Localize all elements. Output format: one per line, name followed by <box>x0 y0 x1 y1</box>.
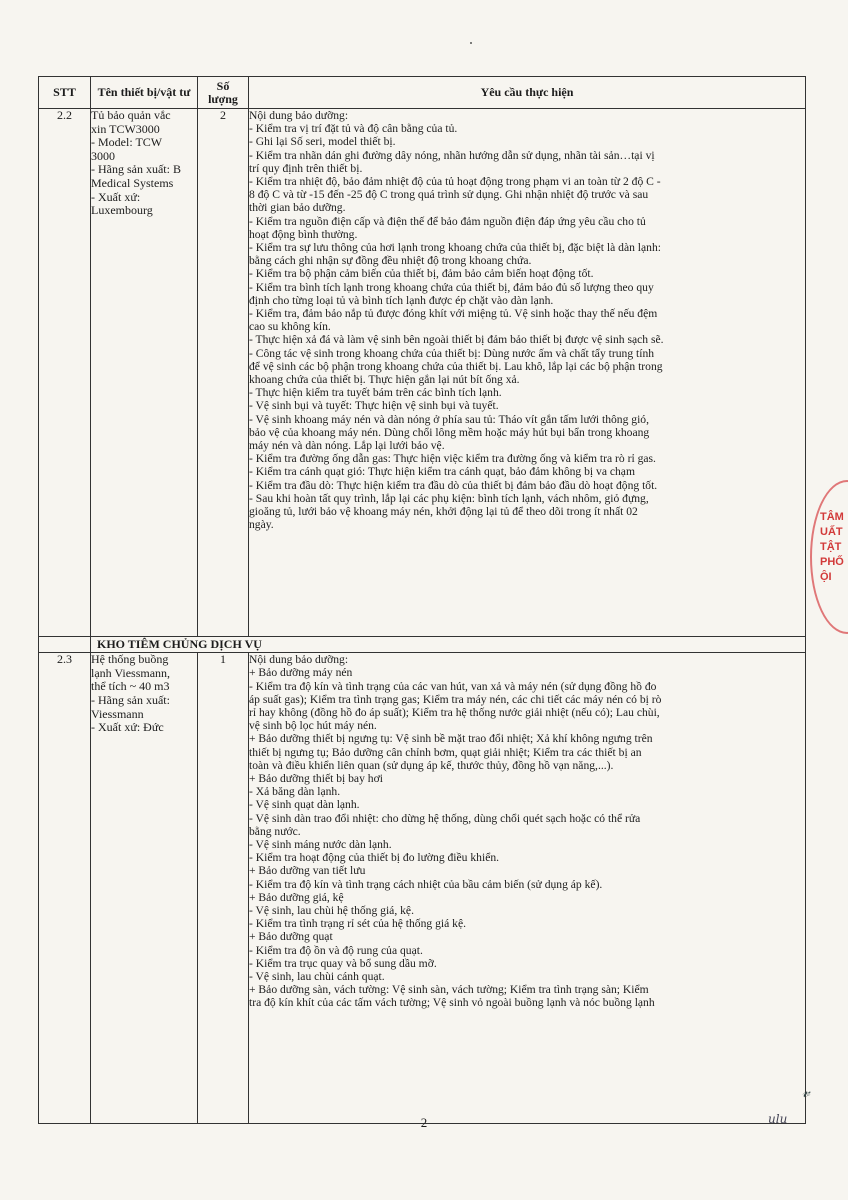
requirement-line: toàn và điều khiển liên quan (sử dụng áp kế, thước thủy, đồng hồ vạn năng,...). <box>249 758 614 772</box>
requirement-line: - Kiểm tra nguồn điện cấp và điện thế để bảo đảm nguồn điện đáp ứng yêu cầu cho tủ <box>249 214 646 228</box>
requirement-line: trí quy định trên thiết bị. <box>249 161 363 175</box>
requirement-line: bằng nước. <box>249 824 301 838</box>
requirement-line: - Vệ sinh máng nước dàn lạnh. <box>249 838 392 852</box>
requirement-line: + Bảo dưỡng giá, kệ <box>249 890 344 904</box>
requirement-line: bằng cách ghi nhận sự đồng đều nhiệt độ trong khoang chứa. <box>249 254 532 268</box>
table-header-row <box>39 77 806 109</box>
stamp-text: ỘI <box>820 571 832 583</box>
header-qty-line2: lượng <box>208 91 238 106</box>
device-name-line: Hệ thống buồng <box>91 652 169 667</box>
requirement-line: - Vệ sinh, lau chùi hệ thống giá, kệ. <box>249 904 414 918</box>
row-name <box>91 653 198 1124</box>
row-stt: 2.3 <box>39 653 91 1124</box>
requirement-line: khoang chứa của thiết bị. Thực hiện gắn lại nút bít ống xả. <box>249 373 520 387</box>
requirement-line: 8 độ C và từ -15 đến -25 độ C trong quá trình sử dụng. Ghi nhận nhiệt độ trước và sau <box>249 188 649 202</box>
requirement-line: - Vệ sinh quạt dàn lạnh. <box>249 798 360 812</box>
requirement-line: - Vệ sinh dàn trao đổi nhiệt: cho dừng hệ thống, dùng chổi quét sạch hoặc có thể rửa <box>249 811 641 825</box>
device-name-line: Luxembourg <box>91 203 153 218</box>
requirement-line: cao su không kín. <box>249 320 331 334</box>
page-number: 2 <box>420 1115 428 1130</box>
row-name <box>91 109 198 637</box>
device-name-line: - Model: TCW <box>91 135 163 150</box>
requirement-line: + Bảo dưỡng quạt <box>249 930 333 944</box>
device-name-line: xin TCW3000 <box>91 121 160 136</box>
stamp-text: TẬT <box>820 541 842 553</box>
requirement-line: ngày. <box>249 518 274 532</box>
header-qty <box>198 77 249 109</box>
requirement-line: - Kiểm tra độ kín và tình trạng cách nhiệt của bầu cảm biến (sử dụng áp kế). <box>249 877 603 891</box>
row-stt: 2.2 <box>39 109 91 637</box>
section-blank <box>39 637 91 653</box>
requirement-line: vệ sinh bộ lọc hút máy nén. <box>249 719 377 733</box>
requirement-line: + Bảo dưỡng thiết bị bay hơi <box>249 772 383 786</box>
requirement-line: - Kiểm tra cánh quạt gió: Thực hiện kiểm tra cánh quạt, bảo đảm không bị va chạm <box>249 465 635 479</box>
device-name-line: Medical Systems <box>91 175 174 190</box>
stamp-text: UẤT <box>820 526 843 538</box>
table-row <box>39 653 806 1124</box>
maintenance-table <box>38 76 806 1124</box>
requirement-line: - Kiểm tra nhãn dán ghi đường dây nóng, nhãn hướng dẫn sử dụng, nhãn tài sản…tại vị <box>249 148 655 162</box>
header-stt: STT <box>39 77 91 109</box>
row-requirements <box>249 653 806 1124</box>
row-requirements <box>249 109 806 637</box>
requirement-line: áp suất gas); Kiểm tra tình trạng gas; Kiểm tra máy nén, các chi tiết các máy nén có bị rò <box>249 692 662 706</box>
requirement-line: - Kiểm tra tình trạng rỉ sét của hệ thống giá kệ. <box>249 917 466 931</box>
requirement-line: - Thực hiện xả đá và làm vệ sinh bên ngoài thiết bị đảm bảo thiết bị được vệ sinh sạch sẽ. <box>249 333 664 347</box>
header-name: Tên thiết bị/vật tư <box>91 77 198 109</box>
red-seal-stamp <box>806 480 848 630</box>
requirement-line: - Vệ sinh, lau chùi cánh quạt. <box>249 970 385 984</box>
device-name-line: - Xuất xứ: Đức <box>91 720 164 735</box>
device-name-line: 3000 <box>91 148 115 163</box>
device-name-line: thể tích ~ 40 m3 <box>91 679 170 694</box>
scan-speck <box>470 42 472 44</box>
requirement-line: hoạt động bình thường. <box>249 227 358 241</box>
requirement-line: - Kiểm tra, đảm bảo nắp tủ được đóng khít với miệng tủ. Vệ sinh hoặc thay thế nếu đệm <box>249 307 658 321</box>
requirement-line: gioăng tủ, lưới bảo vệ khoang máy nén, khởi động lại tủ để theo dõi trong ít nhất 02 <box>249 505 638 519</box>
requirement-line: - Sau khi hoàn tất quy trình, lắp lại các phụ kiện: bình tích lạnh, vách nhôm, giỏ đựng, <box>249 491 649 505</box>
requirement-line: - Ghi lại Số seri, model thiết bị. <box>249 135 396 149</box>
requirement-line: + Bảo dưỡng thiết bị ngưng tụ: Vệ sinh bề mặt trao đổi nhiệt; Xả khí không ngưng trên <box>249 732 653 746</box>
requirement-line: + Bảo dưỡng van tiết lưu <box>249 864 366 878</box>
requirement-line: Nội dung bảo dưỡng: <box>249 109 349 122</box>
requirement-line: - Kiểm tra sự lưu thông của hơi lạnh trong khoang chứa của thiết bị, đặc biệt là dàn lạnh: <box>249 241 661 255</box>
requirement-line: - Công tác vệ sinh trong khoang chứa của thiết bị: Dùng nước ấm và chất tẩy trung tính <box>249 346 655 360</box>
section-title: KHO TIÊM CHỦNG DỊCH VỤ <box>91 637 806 653</box>
header-req: Yêu cầu thực hiện <box>249 77 806 109</box>
requirement-line: - Kiểm tra độ ồn và độ rung của quạt. <box>249 943 423 957</box>
device-name-line: Tủ bảo quản vắc <box>91 108 171 122</box>
table-row <box>39 109 806 637</box>
requirement-line: - Kiểm tra bộ phận cảm biến của thiết bị, đảm bảo cảm biến hoạt động tốt. <box>249 267 594 281</box>
requirement-line: - Kiểm tra đầu dò: Thực hiện kiểm tra đầu dò của thiết bị đảm bảo đầu dò hoạt động tốt. <box>249 478 658 492</box>
requirement-line: - Vệ sinh bụi và tuyết: Thực hiện vệ sinh bụi và tuyết. <box>249 399 499 413</box>
row-qty: 1 <box>198 653 249 1124</box>
requirement-line: rỉ hay không (đồng hồ đo áp suất); Kiểm tra hệ thống nước giải nhiệt (nếu có); Lau chùi, <box>249 706 660 720</box>
requirement-line: + Bảo dưỡng sàn, vách tường: Vệ sinh sàn, vách tường; Kiểm tra tình trạng sàn; Kiểm <box>249 983 649 997</box>
requirement-line: tra độ kín khít của các tấm vách tường; Vệ sinh vỏ ngoài buồng lạnh và nóc buồng lạnh <box>249 996 655 1010</box>
requirement-line: - Kiểm tra độ kín và tình trạng của các van hút, van xả và máy nén (sử dụng đồng hồ đo <box>249 679 657 693</box>
requirement-line: - Kiểm tra hoạt động của thiết bị đo lường điều khiển. <box>249 851 500 865</box>
device-name-line: Viessmann <box>91 706 144 721</box>
requirement-line: bảo vệ của khoang máy nén. Dùng chổi lông mềm hoặc máy hút bụi bẩn trong khoang <box>249 425 650 439</box>
requirement-line: - Xả băng dàn lạnh. <box>249 785 341 799</box>
requirement-line: thiết bị ngưng tụ; Bảo dưỡng cân chỉnh bơm, quạt giải nhiệt; Kiểm tra các thiết bị an <box>249 745 642 759</box>
requirement-line: - Kiểm tra đường ống dẫn gas: Thực hiện việc kiểm tra đường ống và kiểm tra rò rỉ gas. <box>249 452 656 466</box>
section-row <box>39 637 806 653</box>
requirement-line: thời gian bảo dưỡng. <box>249 201 346 215</box>
handwritten-mark: ulu <box>768 1112 788 1126</box>
requirement-line: - Vệ sinh khoang máy nén và dàn nóng ở phía sau tủ: Tháo vít gắn tấm lưới thông gió, <box>249 412 650 426</box>
device-name-line: - Xuất xứ: <box>91 189 141 204</box>
device-name-line: lạnh Viessmann, <box>91 665 171 680</box>
initials-signature: 𝓋 <box>802 1082 810 1101</box>
device-name-line: - Hãng sản xuất: <box>91 692 170 707</box>
requirement-line: - Thực hiện kiểm tra tuyết bám trên các bình tích lạnh. <box>249 386 502 400</box>
requirement-line: để vệ sinh các bộ phận trong khoang chứa của thiết bị. Lau khô, lắp lại các bộ phận trong <box>249 359 663 373</box>
requirement-line: - Kiểm tra trục quay và bổ sung dầu mỡ. <box>249 956 437 970</box>
device-name-line: - Hãng sản xuất: B <box>91 162 181 177</box>
header-qty-line1: Số <box>216 78 230 93</box>
stamp-text: PHỐ <box>820 556 844 568</box>
row-qty: 2 <box>198 109 249 637</box>
requirement-line: máy nén và dàn nóng. Lắp lại lưới bảo vệ. <box>249 439 445 453</box>
requirement-line: - Kiểm tra nhiệt độ, bảo đảm nhiệt độ của tủ hoạt động trong phạm vi an toàn từ 2 độ C - <box>249 175 661 189</box>
requirement-line: + Bảo dưỡng máy nén <box>249 666 353 680</box>
requirement-line: - Kiểm tra vị trí đặt tủ và độ cân bằng của tủ. <box>249 122 458 136</box>
requirement-line: định cho từng loại tủ và bình tích lạnh được ép chặt vào dàn lạnh. <box>249 293 554 307</box>
requirement-line: Nội dung bảo dưỡng: <box>249 653 349 667</box>
stamp-text: TÂM <box>820 511 844 523</box>
requirement-line: - Kiểm tra bình tích lạnh trong khoang chứa của thiết bị, đảm bảo đủ số lượng theo quy <box>249 280 654 294</box>
